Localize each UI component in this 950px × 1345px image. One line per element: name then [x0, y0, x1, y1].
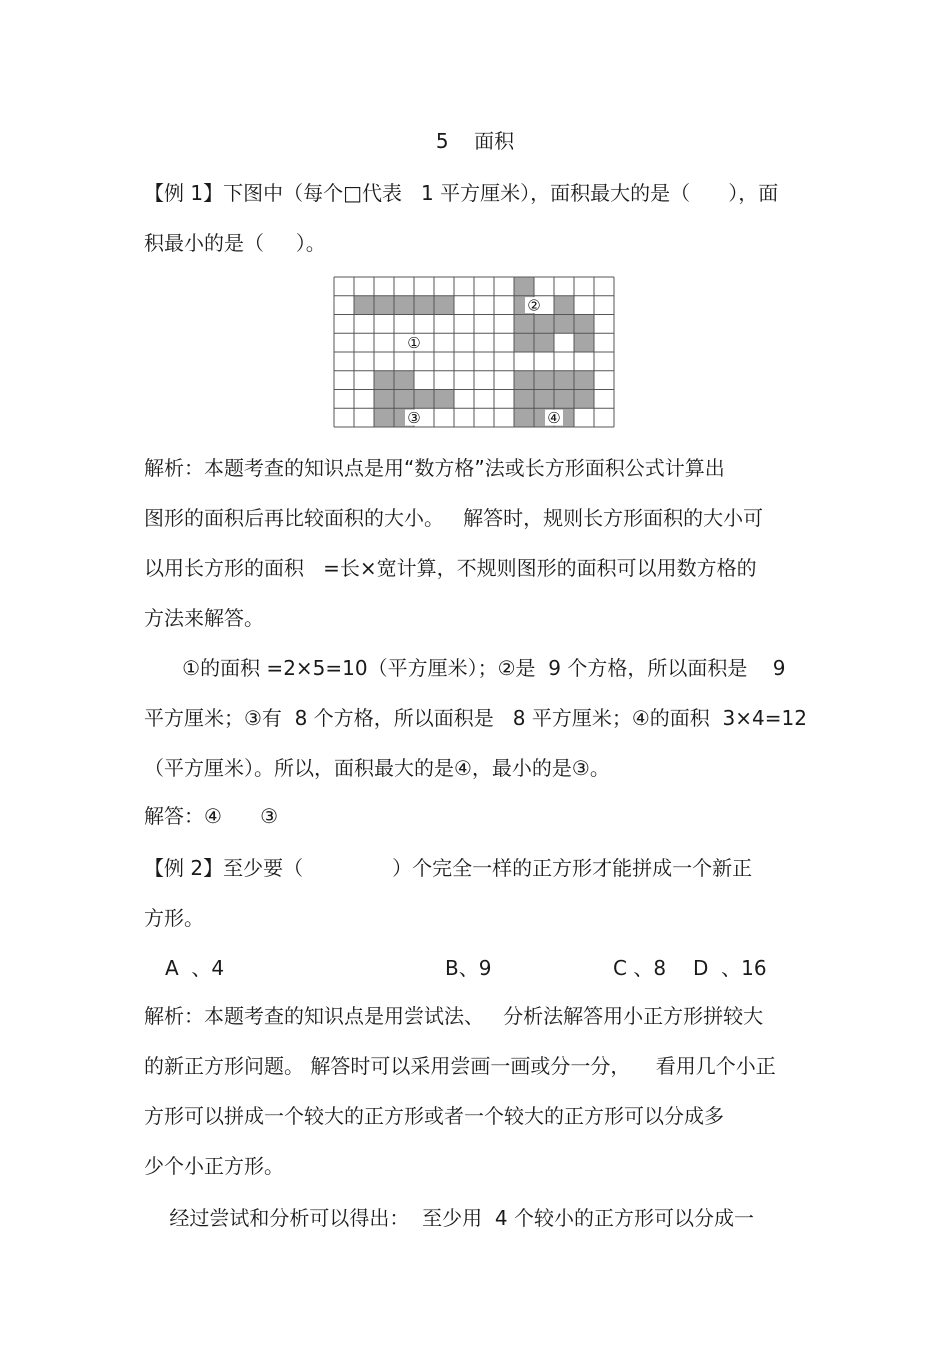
shaded-cell — [554, 315, 574, 334]
page-title: 5 面积 — [435, 129, 515, 153]
shape-number-label: ③ — [407, 409, 421, 428]
analysis2-line-2: 的新正方形问题。 解答时可以采用尝画一画或分一分， 看用几个小正 — [144, 1054, 776, 1078]
solution1-line-2: 平方厘米；③有 8 个方格，所以面积是 8 平方厘米；④的面积 3×4=12 — [144, 706, 807, 730]
shaded-cell — [574, 390, 594, 409]
shaded-cell — [354, 296, 374, 315]
shaded-cell — [554, 371, 574, 390]
example2-question-line-1: 【例 2】至少要（ ）个完全一样的正方形才能拼成一个新正 — [144, 856, 753, 880]
analysis1-line-4: 方法来解答。 — [144, 606, 264, 630]
shaded-cell — [574, 371, 594, 390]
shaded-cell — [554, 390, 574, 409]
shaded-cell — [514, 371, 534, 390]
shape-number-label: ① — [407, 334, 421, 353]
example2-question-line-2: 方形。 — [144, 906, 204, 930]
answer1: 解答：④ ③ — [144, 804, 279, 828]
shaded-cell — [434, 296, 454, 315]
solution1-line-1: ①的面积 =2×5=10（平方厘米）；②是 9 个方格，所以面积是 9 — [144, 656, 786, 680]
example1-question-line-2: 积最小的是（ ）。 — [144, 231, 326, 255]
shaded-cell — [514, 315, 534, 334]
solution1-line-3: （平方厘米）。所以，面积最大的是④，最小的是③。 — [144, 756, 610, 780]
shape-number-label: ② — [527, 296, 541, 315]
example1-question-line-1: 【例 1】下图中（每个□代表 1 平方厘米），面积最大的是（ ），面 — [144, 181, 779, 205]
analysis2-line-4: 少个小正方形。 — [144, 1154, 284, 1178]
shaded-cell — [394, 371, 414, 390]
shaded-cell — [554, 296, 574, 315]
shaded-cell — [434, 390, 454, 409]
shape-number-label: ④ — [547, 409, 561, 428]
shaded-cell — [394, 390, 414, 409]
shaded-cell — [374, 296, 394, 315]
shaded-cell — [394, 296, 414, 315]
analysis1-line-2: 图形的面积后再比较面积的大小。 解答时，规则长方形面积的大小可 — [144, 506, 764, 530]
shaded-cell — [374, 408, 394, 427]
shaded-cell — [534, 390, 554, 409]
option-b: B、9 — [445, 956, 492, 980]
analysis2-line-1: 解析：本题考查的知识点是用尝试法、 分析法解答用小正方形拼较大 — [144, 1004, 764, 1028]
shaded-cell — [574, 315, 594, 334]
analysis1-line-1: 解析：本题考查的知识点是用“数方格”法或长方形面积公式计算出 — [144, 456, 725, 480]
shaded-cell — [374, 371, 394, 390]
shaded-cell — [514, 333, 534, 352]
shaded-cell — [414, 390, 434, 409]
shaded-cell — [514, 277, 534, 296]
analysis1-line-3: 以用长方形的面积 =长×宽计算，不规则图形的面积可以用数方格的 — [144, 556, 757, 580]
shaded-cell — [514, 390, 534, 409]
shaded-cell — [534, 371, 554, 390]
option-a: A 、4 — [165, 956, 225, 980]
shaded-cell — [534, 333, 554, 352]
option-d: D 、16 — [693, 956, 767, 980]
analysis2-line-3: 方形可以拼成一个较大的正方形或者一个较大的正方形可以分成多 — [144, 1104, 724, 1128]
shaded-cell — [574, 333, 594, 352]
solution2-line-1: 经过尝试和分析可以得出： 至少用 4 个较小的正方形可以分成一 — [144, 1206, 754, 1230]
shaded-cell — [534, 315, 554, 334]
area-grid-figure — [333, 276, 615, 428]
shaded-cell — [514, 408, 534, 427]
shaded-cell — [414, 296, 434, 315]
shaded-cell — [374, 390, 394, 409]
option-c: C 、8 — [613, 956, 667, 980]
